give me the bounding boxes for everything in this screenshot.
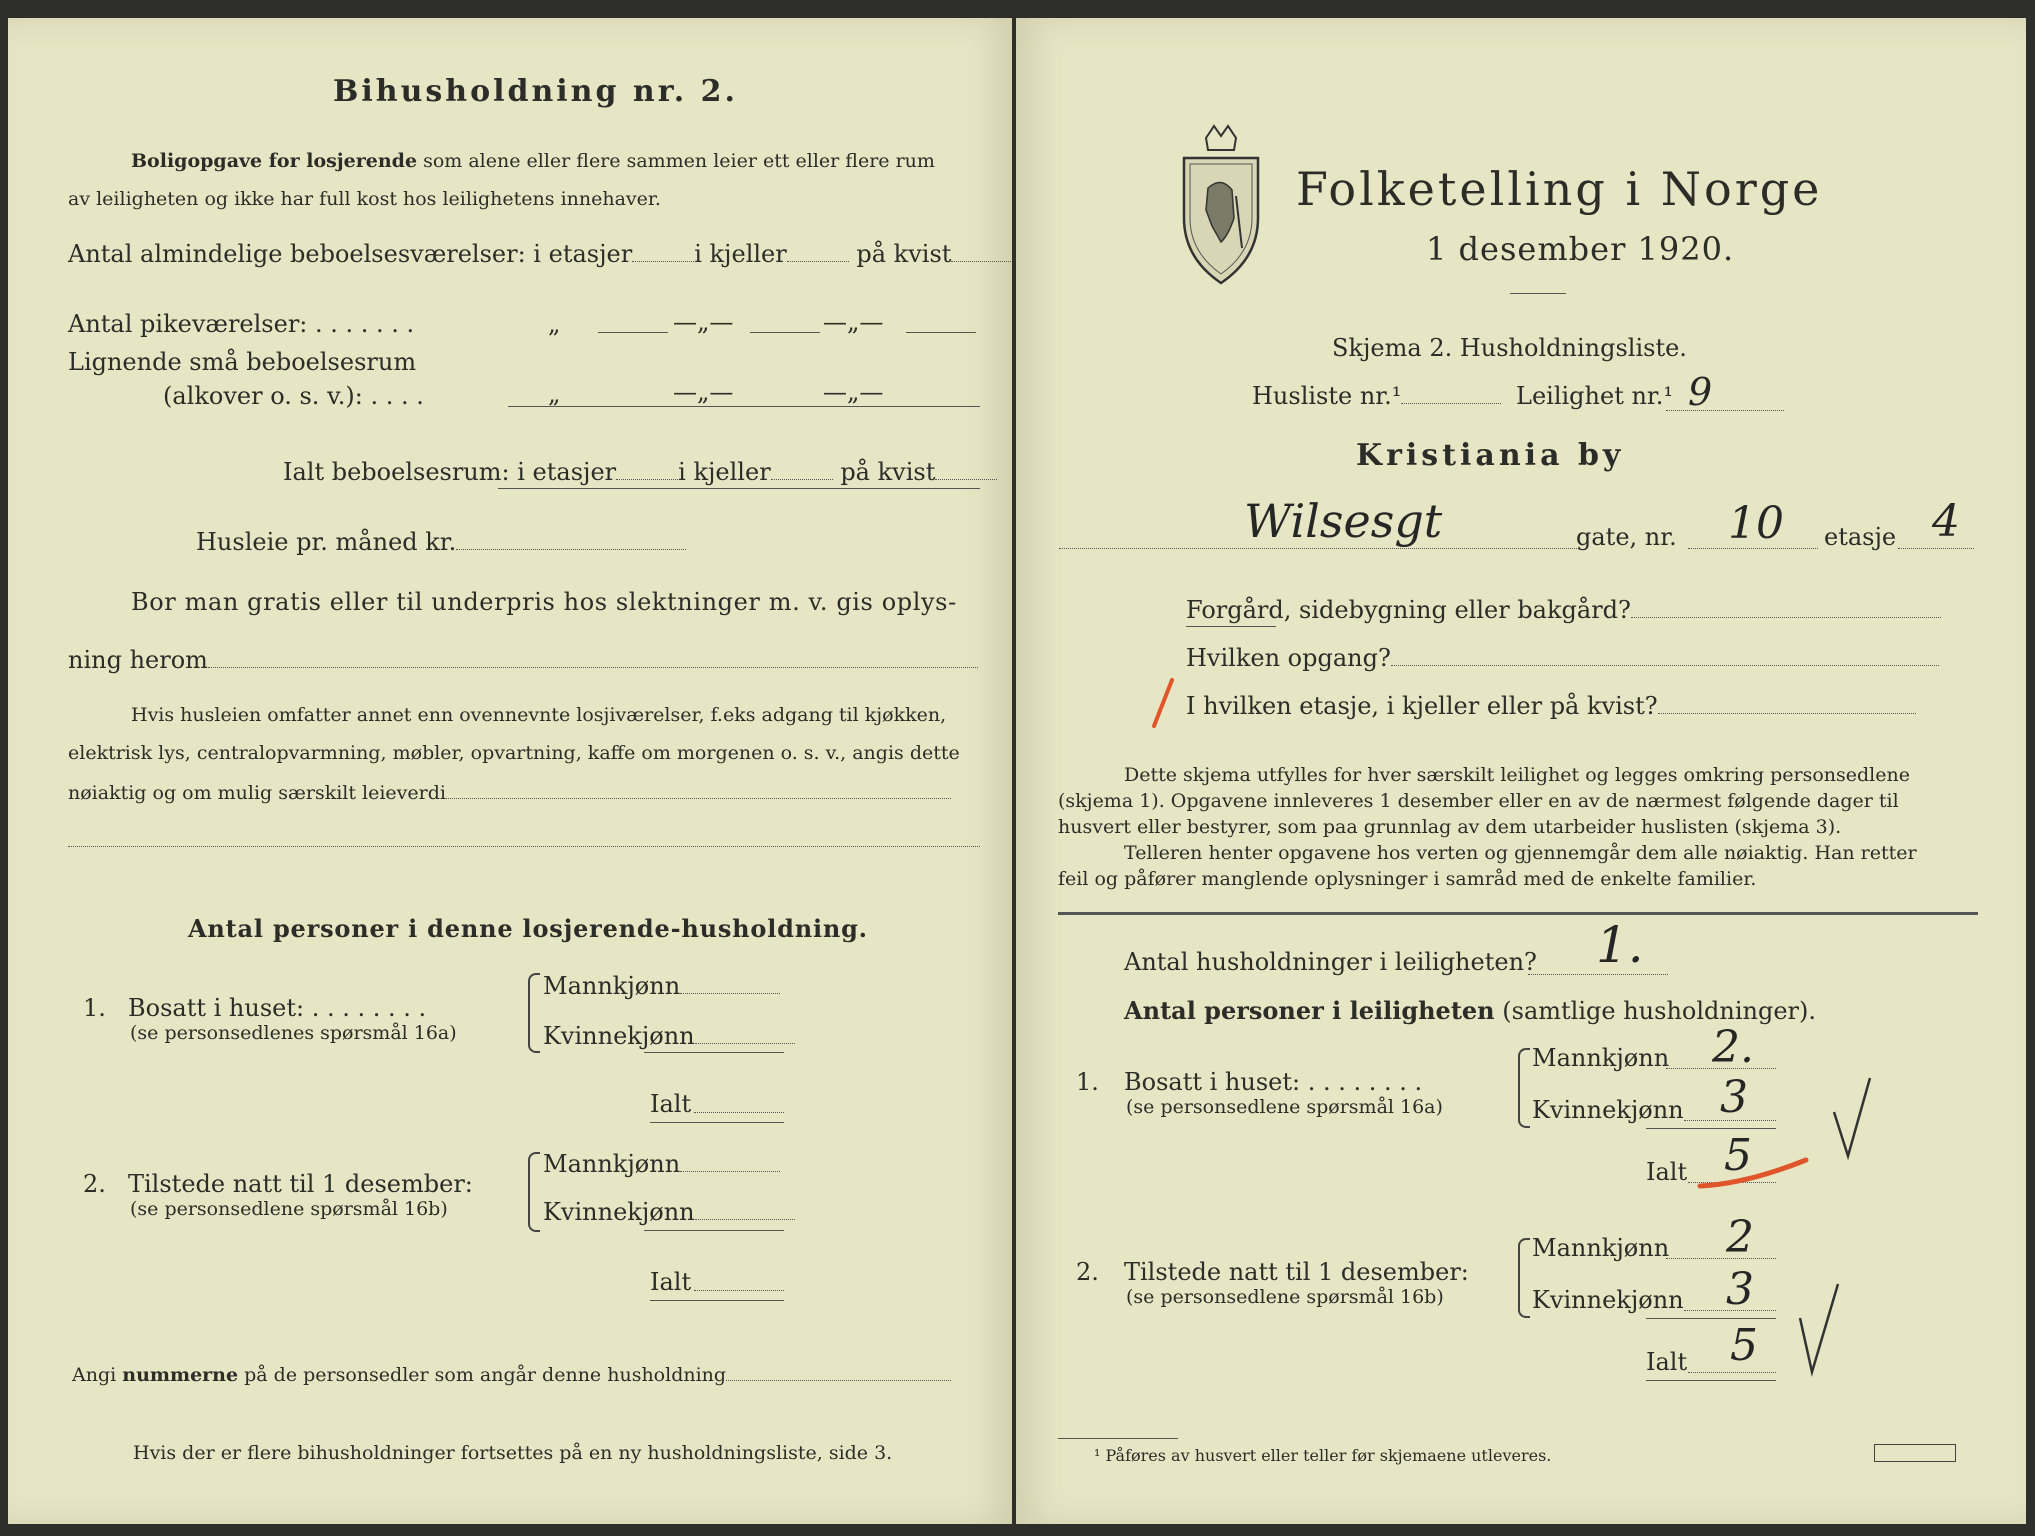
right-q2-ialt-field[interactable] [1688,1372,1776,1373]
kjeller-label: i kjeller [694,240,787,268]
left-q1-ialt-underline [650,1122,784,1123]
right-q2-number: 2. [1076,1258,1099,1286]
ditto-mark-2: „ [548,380,561,408]
right-q2-brace [1518,1238,1530,1318]
city-label: Kristiania by [1356,438,1625,473]
hvis-para-line3: nøiaktig og om mulig særskilt leieverdi [68,782,446,804]
forgard-row [1186,596,1941,624]
gate-label: gate, nr. [1576,523,1677,551]
census-date: 1 desember 1920. [1426,230,1735,268]
etasje-value: 4 [1932,496,1960,547]
right-q1-ialt-label: Ialt [1646,1158,1688,1186]
right-q1-label: Bosatt i huset: . . . . . . . . [1124,1068,1423,1096]
left-q2-mann-field[interactable] [680,1171,780,1172]
right-q2-ialt-value: 5 [1730,1320,1758,1371]
left-q1-mann-row [543,972,780,1000]
footnote-rule [1058,1438,1178,1439]
angi-row [72,1364,951,1386]
leieverdi-extra-line[interactable] [68,846,980,847]
ning-herom-field[interactable] [208,667,978,668]
etasje-q-field[interactable] [1658,713,1916,714]
left-q1-number: 1. [83,994,106,1022]
instructions-divider [1058,912,1978,915]
leilighet-field[interactable] [1666,410,1784,411]
left-q1-mann-field[interactable] [680,993,780,994]
ialt-rum-underline [498,488,980,489]
skjema-label: Skjema 2. Husholdningsliste. [1332,334,1687,362]
red-check-mark-icon [1148,676,1178,730]
etasje-q-row [1186,692,1916,720]
antal-pike-label: Antal pikeværelser: . . . . . . . [68,310,415,338]
left-antal-personer-heading: Antal personer i denne losjerende-husholdning. [188,914,868,943]
right-q1-mann-value: 2. [1712,1022,1754,1073]
left-q1-mann-label: Mannkjønn [543,972,681,1000]
left-page [8,18,1012,1524]
intro-bold: Boligopgave for losjerende [131,150,418,172]
ditto-dash-4: —„— [823,378,884,406]
left-q2-kvinne-row [543,1198,795,1226]
antal-hush-field[interactable] [1528,974,1668,975]
ditto-dash-3: —„— [673,378,734,406]
left-q2-brace [528,1152,540,1232]
left-q1-sub: (se personsedlenes spørsmål 16a) [130,1022,457,1044]
right-q1-number: 1. [1076,1068,1099,1096]
left-q2-mann-row [543,1150,780,1178]
left-q2-kvinne-field[interactable] [695,1219,795,1220]
ialt-etasjer-field[interactable] [616,479,678,480]
ning-herom-label: ning herom [68,646,208,674]
ialt-kjeller-field[interactable] [771,479,833,480]
leilighet-value: 9 [1688,370,1713,414]
right-q2-kvinne-value: 3 [1726,1264,1754,1315]
antal-hush-label: Antal husholdninger i leiligheten? [1124,948,1537,976]
ialt-rum-row [283,458,997,486]
etasje-q-label: I hvilken etasje, i kjeller eller på kvist? [1186,692,1658,720]
pike-line-1[interactable] [598,332,668,333]
angi-rest: på de personsedler som angår denne husholdning [244,1364,727,1386]
left-q2-sum-line [644,1230,784,1231]
forgard-label: Forgård, sidebygning eller bakgård? [1186,596,1631,624]
right-page [1016,18,2026,1524]
right-q2-label: Tilstede natt til 1 desember: [1124,1258,1469,1286]
hvis-para-line3-row [68,782,951,804]
instr-line3: husvert eller bestyrer, som paa grunnlag av dem utarbeider huslisten (skjema 3). [1058,816,1842,838]
left-q2-number: 2. [83,1170,106,1198]
ditto-dash-2: —„— [823,308,884,336]
etasje-label: etasje [1824,523,1897,551]
instr-line4: Telleren henter opgavene hos verten og gjennemgår dem alle nøiaktig. Han retter [1124,842,1917,864]
footnote-text: ¹ Påføres av husvert eller teller før skjemaene utleveres. [1094,1446,1552,1465]
hvis-para-line2: elektrisk lys, centralopvarmning, møbler, opvartning, kaffe om morgenen o. s. v., angis dette [68,742,960,764]
angi-bold: nummerne [122,1364,239,1386]
pike-line-3[interactable] [906,332,976,333]
husliste-row [1252,382,1501,410]
instr-line5: feil og påfører manglende oplysninger i samråd med de enkelte familier. [1058,868,1757,890]
kvist-label: på kvist [856,240,952,268]
right-q1-kvinne-label: Kvinnekjønn [1532,1096,1684,1124]
opgang-field[interactable] [1391,665,1939,666]
etasjer-field[interactable] [632,261,694,262]
check-mark-icon-2 [1794,1278,1844,1378]
right-q2-mann-value: 2 [1726,1212,1754,1263]
street-field[interactable] [1059,548,1579,549]
right-q2-mann-label: Mannkjønn [1532,1234,1670,1262]
left-q2-label: Tilstede natt til 1 desember: [128,1170,473,1198]
leilighet-label: Leilighet nr.¹ [1516,382,1674,410]
leieverdi-field[interactable] [446,798,951,799]
husleie-field[interactable] [456,549,686,550]
antal-pers-rest: (samtlige husholdninger). [1502,997,1817,1025]
right-q1-kvinne-value: 3 [1720,1072,1748,1123]
left-title: Bihusholdning nr. 2. [333,74,738,109]
ialt-kvist-label: på kvist [840,458,936,486]
kjeller-field[interactable] [787,261,849,262]
norway-coat-of-arms-icon [1176,118,1266,288]
ditto-mark-1: „ [548,310,561,338]
alkover-underline [508,406,980,407]
right-q2-ialt-label: Ialt [1646,1348,1688,1376]
hvis-para-line1: Hvis husleien omfatter annet enn ovennevnte losjiværelser, f.eks adgang til kjøkken, [131,704,947,726]
left-q2-ialt-field[interactable] [694,1290,784,1291]
opgang-row [1186,644,1939,672]
right-q1-brace [1518,1048,1530,1128]
forgard-field[interactable] [1631,617,1941,618]
angi-pre: Angi [72,1364,117,1386]
right-q1-sum-line [1646,1128,1776,1129]
antal-pers-bold: Antal personer i leiligheten [1124,996,1495,1025]
left-q1-brace [528,973,540,1053]
right-q2-ialt-underline [1646,1380,1776,1381]
left-footer: Hvis der er flere bihusholdninger fortsettes på en ny husholdningsliste, side 3. [133,1442,893,1464]
red-underline-mark-icon [1696,1154,1816,1194]
left-q1-kvinne-label: Kvinnekjønn [543,1022,695,1050]
kvist-field[interactable] [951,261,1012,262]
left-q2-sub: (se personsedlene spørsmål 16b) [130,1198,448,1220]
street-value: Wilsesgt [1244,494,1443,548]
lignende-label: Lignende små beboelsesrum [68,348,417,376]
intro-rest: som alene eller flere sammen leier ett eller flere rum [423,150,935,172]
right-q1-ialt-value: 5 [1724,1130,1752,1181]
left-q2-mann-label: Mannkjønn [543,1150,681,1178]
alkover-label: (alkover o. s. v.): . . . . [163,382,424,410]
date-divider [1510,293,1566,294]
right-q1-sub: (se personsedlene spørsmål 16a) [1126,1096,1443,1118]
ialt-kvist-field[interactable] [935,479,997,480]
antal-alm-label: Antal almindelige beboelsesværelser: i etasjer [68,240,633,268]
husleie-row [196,528,686,556]
antal-alm-row [68,240,1012,268]
left-q1-kvinne-row [543,1022,795,1050]
right-title: Folketelling i Norge [1296,162,1823,216]
ditto-dash-1: —„— [673,308,734,336]
husleie-label: Husleie pr. måned kr. [196,528,457,556]
ialt-rum-label: Ialt beboelsesrum: i etasjer [283,458,617,486]
angi-field[interactable] [726,1380,951,1381]
pike-line-2[interactable] [750,332,820,333]
left-q2-kvinne-label: Kvinnekjønn [543,1198,695,1226]
printer-stamp-icon [1874,1444,1956,1462]
check-mark-icon-1 [1828,1072,1878,1162]
left-q1-ialt-label: Ialt [650,1090,692,1118]
gate-nr-value: 10 [1728,498,1784,549]
antal-pers-row [1124,996,1816,1025]
left-q1-sum-line [644,1052,784,1053]
left-q2-ialt-underline [650,1300,784,1301]
right-q2-mann-field[interactable] [1666,1258,1776,1259]
intro-line2: av leiligheten og ikke har full kost hos leilighetens innehaver. [68,188,661,210]
left-q1-label: Bosatt i huset: . . . . . . . . [128,994,427,1022]
right-q2-sub: (se personsedlene spørsmål 16b) [1126,1286,1444,1308]
forgard-underline [1186,626,1276,627]
instr-line1: Dette skjema utfylles for hver særskilt leilighet og legges omkring personsedlene [1124,764,1910,786]
husliste-label: Husliste nr.¹ [1252,382,1402,410]
instr-line2: (skjema 1). Opgavene innleveres 1 desember eller en av de nærmest følgende dager til [1058,790,1899,812]
etasje-field[interactable] [1898,548,1974,549]
bor-man-label: Bor man gratis eller til underpris hos slektninger m. v. gis oplys- [131,588,957,616]
right-q1-mann-label: Mannkjønn [1532,1044,1670,1072]
opgang-label: Hvilken opgang? [1186,644,1391,672]
husliste-field[interactable] [1401,403,1501,404]
ialt-kjeller-label: i kjeller [678,458,771,486]
antal-hush-value: 1. [1596,916,1644,974]
left-q1-kvinne-field[interactable] [695,1043,795,1044]
left-q1-ialt-field[interactable] [694,1112,784,1113]
ning-herom-row [68,646,978,674]
right-q2-kvinne-label: Kvinnekjønn [1532,1286,1684,1314]
left-q2-ialt-label: Ialt [650,1268,692,1296]
right-q2-sum-line [1646,1318,1776,1319]
intro-line1 [131,150,935,172]
